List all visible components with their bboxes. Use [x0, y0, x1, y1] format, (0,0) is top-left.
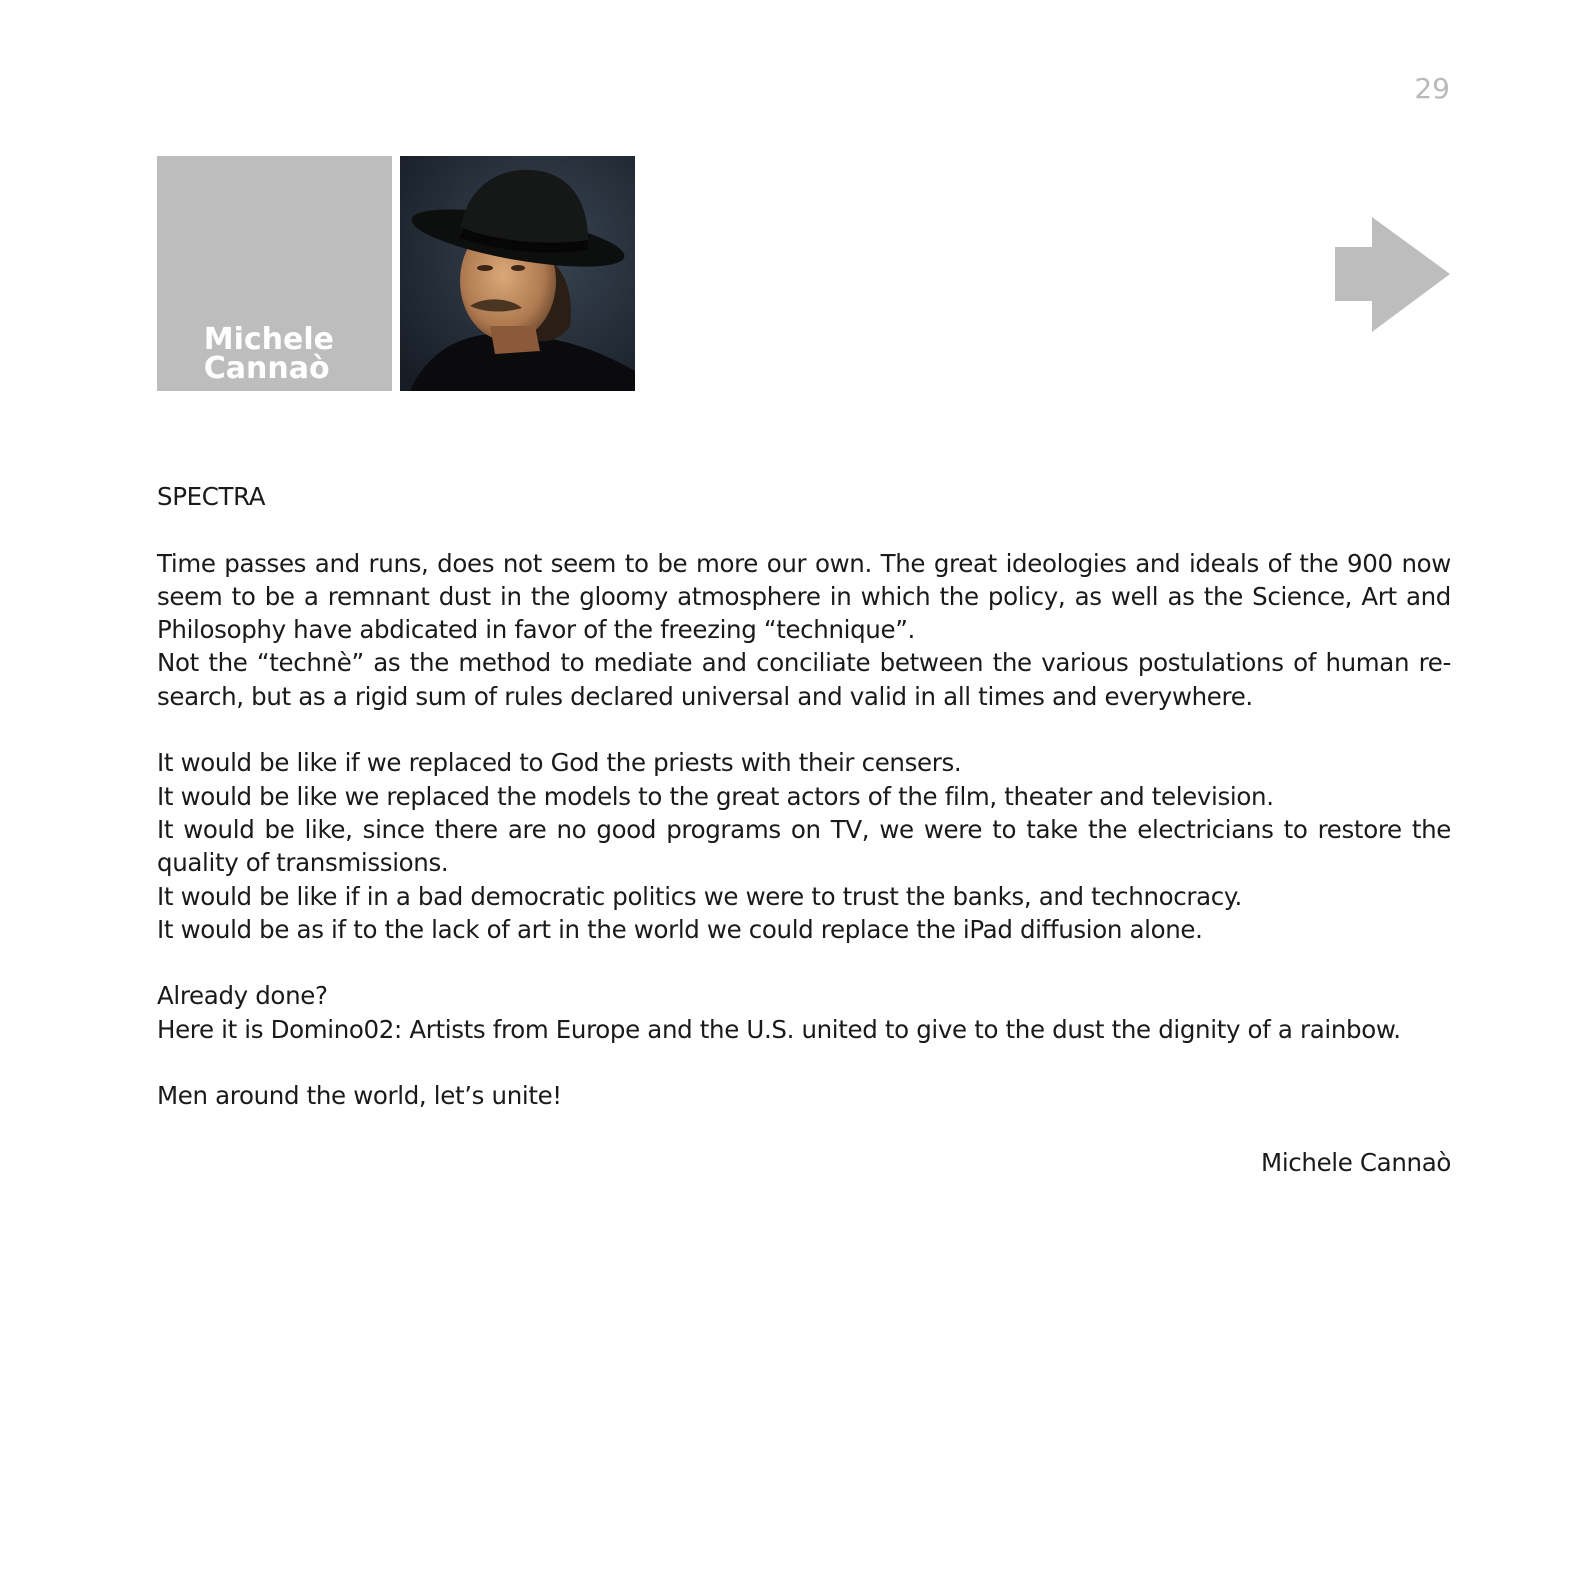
author-name-block — [157, 156, 392, 391]
paragraph: It would be like, since there are no good programs on TV, we were to take the electricians to restore the quality of transmissions. — [157, 814, 1451, 878]
paragraph: It would be like if we replaced to God the priests with their censers. — [157, 748, 962, 778]
page-number: 29 — [1414, 72, 1450, 105]
paragraph: It would be like if in a bad democratic politics we were to trust the banks, and technocracy. — [157, 881, 1242, 911]
article — [157, 480, 1451, 1179]
paragraph: It would be like we replaced the models to the great actors of the film, theater and television. — [157, 781, 1274, 811]
paragraph: Here it is Domino02: Artists from Europe and the U.S. united to give to the dust the dignity of a rainbow. — [157, 1014, 1401, 1044]
portrait-photo — [400, 156, 635, 391]
author-name — [203, 322, 334, 386]
next-arrow-icon[interactable] — [1335, 217, 1450, 332]
author-first-name: Michele — [203, 322, 334, 357]
article-title: SPECTRA — [157, 482, 266, 511]
paragraph: Time passes and runs, does not seem to be more our own. The great ideologies and ideals of the 900 now seem to be a remnant dust in the gloomy atmosphere in which the policy, as well as the Science, Art and Philosophy have abdicated in favor of the freezing “technique”. — [157, 548, 1451, 645]
paragraph: It would be as if to the lack of art in the world we could replace the iPad diffusion alone. — [157, 914, 1203, 944]
signature: Michele Cannaò — [1261, 1147, 1451, 1177]
paragraph: Men around the world, let’s unite! — [157, 1081, 562, 1111]
paragraph: Already done? — [157, 981, 328, 1011]
author-portrait — [400, 156, 635, 391]
paragraph: Not the “technè” as the method to mediate and conciliate between the various postulations of human re-search, but as a rigid sum of rules declared universal and valid in all times and everywhere. — [157, 648, 1451, 711]
author-last-name: Cannaò — [203, 351, 330, 386]
